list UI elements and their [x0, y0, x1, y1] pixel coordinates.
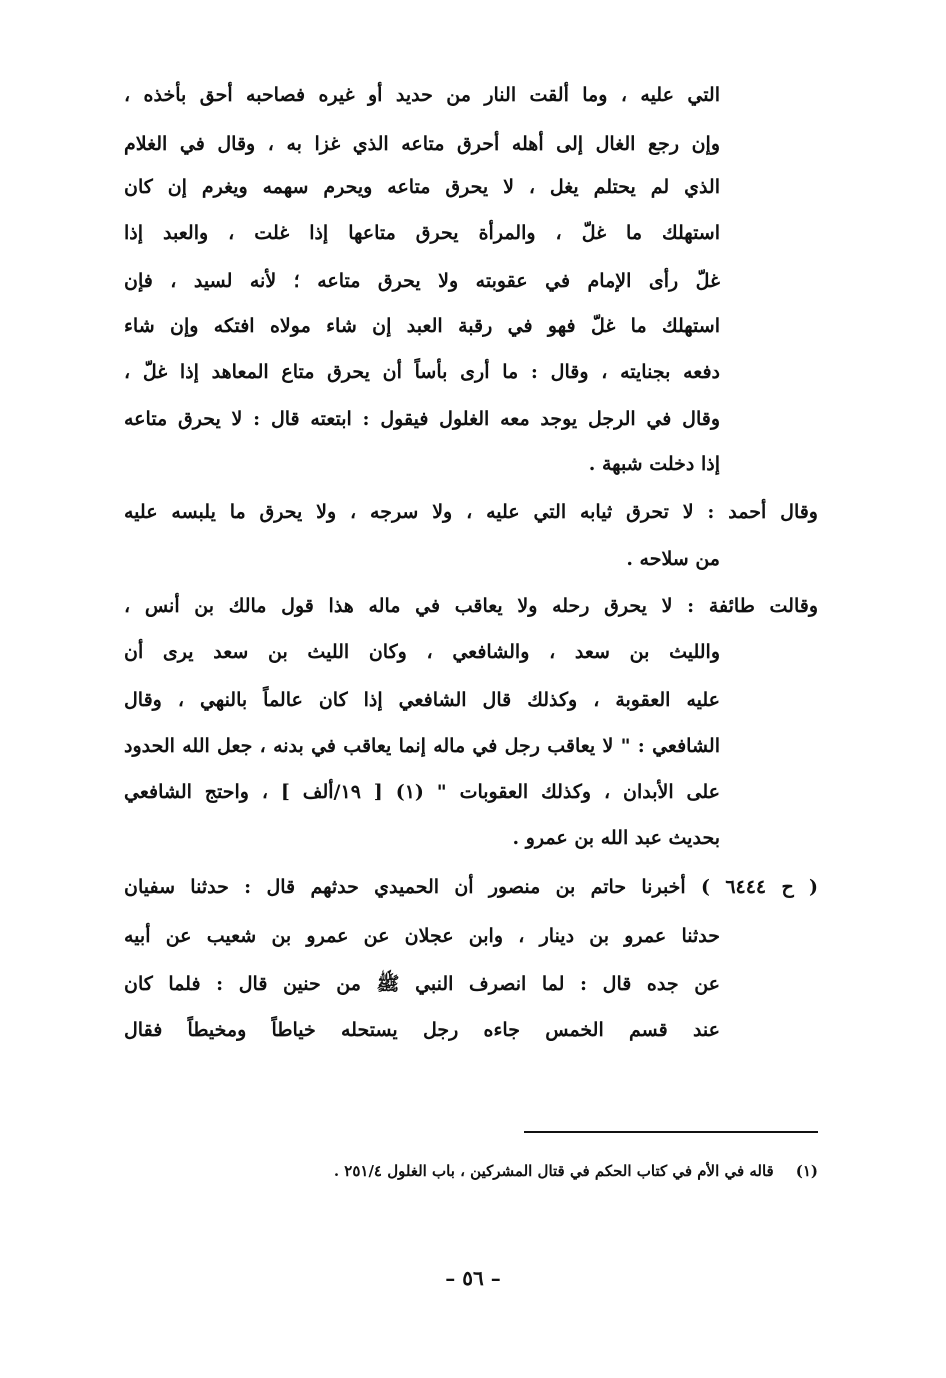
text-line: استهلك ما غلّ فهو في رقبة العبد إن شاء مولاه افتكه وإن شاء — [124, 315, 720, 337]
text-line: عليه العقوبة ، وكذلك قال الشافعي إذا كان عالماً بالنهي ، وقال — [124, 689, 720, 711]
text-line: عن جده قال : لما انصرف النبي ﷺ من حنين قال : فلما كان — [124, 973, 720, 995]
text-line: وقالت طائفة : لا يحرق رحله ولا يعاقب في ماله هذا قول مالك بن أنس ، — [124, 595, 818, 617]
footnote-number: (١) — [795, 1162, 818, 1180]
text-line: الشافعي : " لا يعاقب رجل في ماله إنما يعاقب في بدنه ، جعل الله الحدود — [124, 735, 720, 757]
page-number: – ٥٦ – — [445, 1266, 501, 1290]
text-line: استهلك ما غلّ ، والمرأة يحرق متاعها إذا غلت ، والعبد إذا — [124, 222, 720, 244]
text-line: بحديث عبد الله بن عمرو . — [512, 827, 720, 849]
text-line: وقال أحمد : لا تحرق ثيابه التي عليه ، ولا سرجه ، ولا يحرق ما يلبسه عليه — [124, 501, 818, 523]
footnote — [334, 1158, 818, 1184]
text-line: حدثنا عمرو بن دينار ، وابن عجلان عن عمرو بن شعيب عن أبيه — [124, 925, 720, 947]
text-line: ( ح ٦٤٤٤ ) أخبرنا حاتم بن منصور أن الحميدي حدثهم قال : حدثنا سفيان — [124, 876, 818, 898]
text-line: وقال في الرجل يوجد معه الغلول فيقول : ابتعته قال : لا يحرق متاعه — [124, 408, 720, 430]
text-line: عند قسم الخمس جاءه رجل يستحله خياطاً ومخيطاً فقال — [124, 1019, 720, 1041]
text-line: غلّ رأى الإمام في عقوبته ولا يحرق متاعه ؛ لأنه لسيد ، فإن — [124, 270, 720, 292]
text-line: دفعه بجنايته ، وقال : ما أرى بأساً أن يحرق متاع المعاهد إذا غلّ ، — [124, 361, 720, 383]
text-line: والليث بن سعد ، والشافعي ، وكان الليث بن سعد يرى أن — [124, 641, 720, 663]
text-line: من سلاحه . — [626, 548, 720, 570]
text-line: إذا دخلت شبهة . — [588, 453, 720, 475]
text-line: على الأبدان ، وكذلك العقوبات " (١) [ ١٩/ألف ] ، واحتج الشافعي — [124, 781, 720, 803]
footnote-separator — [524, 1131, 818, 1133]
footnote-text: قاله في الأم في كتاب الحكم في قتال المشركين ، باب الغلول ٢٥١/٤ . — [333, 1162, 774, 1180]
text-line: التي عليه ، وما ألقت النار من حديد أو غيره فصاحبه أحق بأخذه ، — [124, 84, 720, 106]
text-line: الذي لم يحتلم يغل ، لا يحرق متاعه ويحرم سهمه ويغرم إن كان — [124, 176, 720, 198]
text-line: وإن رجع الغال إلى أهله أحرق متاعه الذي غزا به ، وقال في الغلام — [124, 133, 720, 155]
